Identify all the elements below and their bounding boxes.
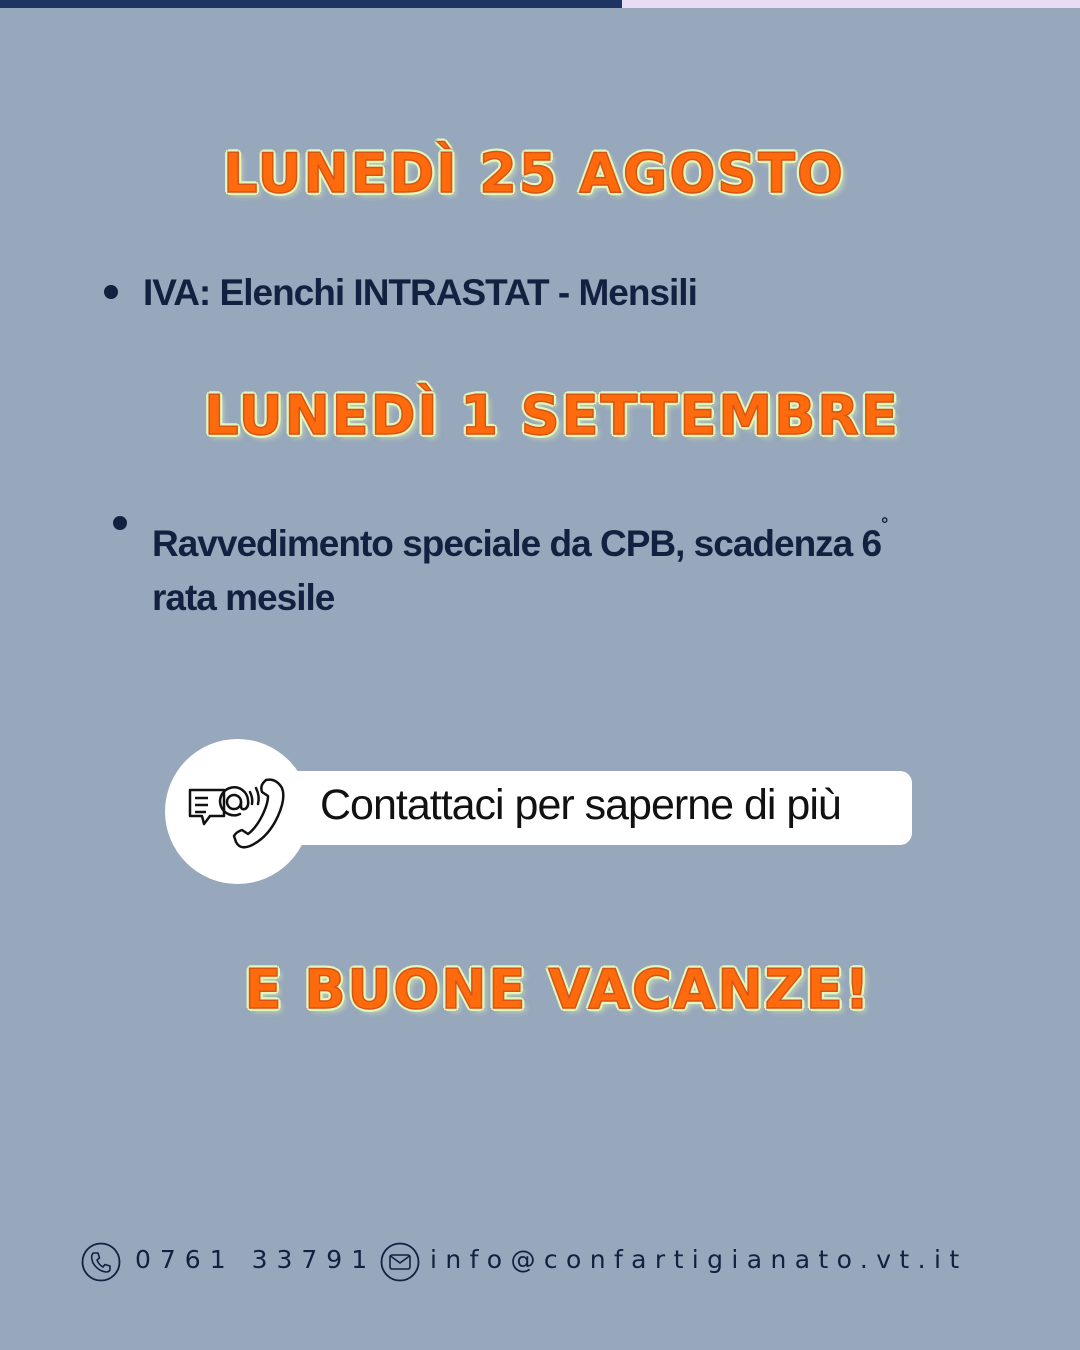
mail-icon xyxy=(380,1242,420,1282)
footer-phone[interactable]: 0761 33791 xyxy=(135,1245,377,1274)
degree-symbol: ° xyxy=(881,514,888,534)
second-date-heading: LUNEDÌ 1 SETTEMBRE xyxy=(204,384,900,447)
top-accent-bar-light xyxy=(622,0,1080,8)
footer-email[interactable]: info@confartigianato.vt.it xyxy=(430,1245,968,1274)
deadline-text: Ravvedimento speciale da CPB, scadenza 6 xyxy=(152,523,882,564)
deadline-text-tail: rata mesile xyxy=(152,577,335,618)
deadline-item-ravvedimento xyxy=(152,497,952,625)
phone-icon xyxy=(81,1242,121,1282)
bullet-dot xyxy=(104,285,118,299)
first-date-heading: LUNEDÌ 25 AGOSTO xyxy=(223,142,845,205)
email-phone-icon xyxy=(186,772,290,852)
top-accent-bar-dark xyxy=(0,0,622,8)
bullet-dot xyxy=(113,516,127,530)
closing-heading: E BUONE VACANZE! xyxy=(244,958,872,1021)
deadline-item-intrastat: IVA: Elenchi INTRASTAT - Mensili xyxy=(143,272,697,313)
contact-button-label: Contattaci per saperne di più xyxy=(320,781,841,829)
